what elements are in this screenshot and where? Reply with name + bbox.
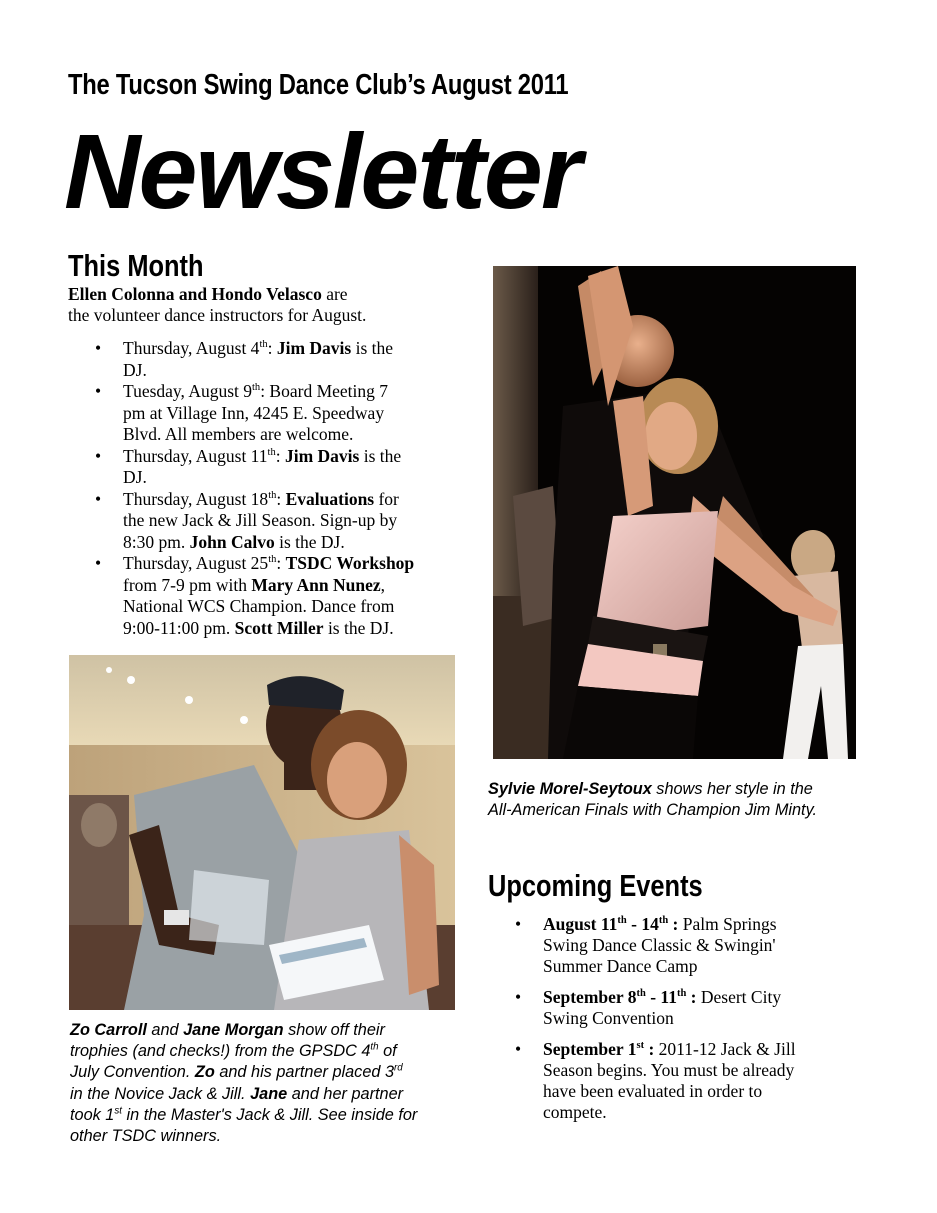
dj-name: Jim Davis — [284, 445, 360, 466]
event-text: Swing Convention — [543, 1008, 674, 1028]
bullet: • — [95, 488, 102, 509]
couple-photo-art — [69, 655, 455, 1010]
caption-name: Sylvie Morel-Seytoux — [488, 780, 652, 798]
event-text: Desert City — [696, 987, 782, 1007]
caption-text: and — [146, 1021, 184, 1039]
caption-name: Zo Carroll — [70, 1021, 147, 1039]
caption-text: took 1 — [70, 1105, 115, 1124]
this-month-heading: This Month — [68, 248, 204, 283]
superscript: th — [370, 1041, 379, 1053]
event-date: September 1st : — [543, 1039, 655, 1059]
caption-text: show off their — [283, 1021, 385, 1039]
intro-text-2: the volunteer dance instructors for August. — [68, 305, 367, 325]
event-item — [515, 1039, 873, 1123]
item-text: : — [276, 553, 286, 573]
bold-text: Mary Ann Nunez — [251, 574, 381, 595]
event-text: Summer Dance Camp — [543, 956, 698, 976]
list-item — [95, 553, 483, 639]
newsletter-title: Newsletter — [64, 113, 581, 231]
item-text: Thursday, August 4 — [123, 338, 260, 358]
event-text: Palm Springs — [678, 914, 777, 934]
event-date: September 8th - 11th : — [543, 987, 697, 1007]
superscript: th — [267, 446, 276, 458]
list-item — [95, 488, 483, 554]
item-text: DJ. — [123, 467, 147, 487]
caption-name: Zo — [194, 1063, 215, 1082]
dj-name: Jim Davis — [276, 338, 352, 358]
dj-name: John Calvo — [189, 531, 275, 552]
item-text: , — [380, 574, 386, 595]
superscript: th — [268, 489, 277, 501]
superscript: th — [252, 382, 261, 394]
caption-text: and her partner — [287, 1084, 404, 1103]
instructor-names: Ellen Colonna and Hondo Velasco — [68, 284, 322, 304]
item-text: 9:00-11:00 pm. — [123, 617, 235, 638]
bullet: • — [95, 445, 102, 466]
caption-text: and his partner placed 3 — [214, 1063, 395, 1082]
list-item — [95, 338, 483, 381]
couple-caption — [70, 1020, 490, 1147]
superscript: st — [114, 1105, 122, 1117]
item-text: National WCS Champion. Dance from — [123, 596, 395, 616]
item-text: : — [276, 488, 286, 509]
bullet: • — [95, 338, 102, 358]
item-text: pm at Village Inn, 4245 E. Speedway — [123, 402, 385, 423]
list-item — [95, 445, 483, 489]
event-item — [515, 914, 873, 977]
event-text: compete. — [543, 1102, 607, 1122]
bold-text: TSDC Workshop — [285, 553, 415, 573]
upcoming-events-heading: Upcoming Events — [488, 868, 703, 903]
event-date: August 11th - 14th : — [543, 914, 679, 934]
bullet: • — [515, 1039, 522, 1059]
item-text: is the — [359, 445, 402, 466]
this-month-intro — [68, 284, 468, 326]
item-text: Tuesday, August 9 — [123, 381, 253, 401]
caption-text: other TSDC winners. — [70, 1127, 222, 1146]
dancers-caption — [488, 779, 908, 821]
item-text: for — [374, 488, 399, 509]
caption-name: Jane Morgan — [183, 1021, 284, 1039]
caption-text: in the Novice Jack & Jill. — [70, 1084, 251, 1103]
bullet: • — [95, 553, 102, 573]
item-text: Blvd. All members are welcome. — [123, 424, 354, 444]
bullet: • — [515, 914, 522, 934]
event-text: 2011-12 Jack & Jill — [654, 1039, 796, 1059]
caption-text: July Convention. — [70, 1063, 195, 1082]
item-text: is the — [351, 338, 394, 358]
intro-text: are — [321, 284, 348, 304]
superscript: rd — [394, 1062, 403, 1074]
superscript: th — [268, 554, 277, 566]
event-text: Swing Dance Classic & Swingin' — [543, 935, 776, 955]
item-text: is the DJ. — [323, 617, 394, 638]
caption-text: All-American Finals with Champion Jim Minty. — [488, 801, 818, 820]
caption-text: shows her style in the — [651, 780, 813, 798]
dancers-photo — [493, 266, 856, 759]
bullet: • — [515, 987, 522, 1007]
item-text: 8:30 pm. — [123, 531, 190, 552]
event-text: have been evaluated in order to — [543, 1081, 763, 1101]
couple-photo — [69, 655, 455, 1010]
caption-text: in the Master's Jack & Jill. See inside for — [121, 1105, 418, 1124]
item-text: : Board Meeting 7 — [260, 381, 389, 401]
superscript: th — [259, 339, 268, 351]
bold-text: Evaluations — [285, 488, 375, 509]
item-text: Thursday, August 25 — [123, 553, 269, 573]
event-item — [515, 987, 873, 1029]
caption-name: Jane — [250, 1084, 288, 1103]
item-text: is the DJ. — [274, 531, 345, 552]
item-text: Thursday, August 11 — [123, 445, 268, 466]
item-text: : — [275, 445, 285, 466]
dj-name: Scott Miller — [234, 617, 324, 638]
upcoming-events-list — [515, 914, 873, 1123]
dancers-photo-art — [493, 266, 856, 759]
event-text: Season begins. You must be already — [543, 1060, 795, 1080]
item-text: the new Jack & Jill Season. Sign-up by — [123, 510, 398, 530]
newsletter-kicker: The Tucson Swing Dance Club’s August 2011 — [68, 69, 569, 101]
caption-text: of — [378, 1042, 397, 1061]
list-item — [95, 381, 483, 446]
item-text: DJ. — [123, 359, 147, 380]
item-text: from 7-9 pm with — [123, 574, 252, 595]
item-text: : — [267, 338, 277, 358]
caption-text: trophies (and checks!) from the GPSDC 4 — [70, 1042, 371, 1061]
bullet: • — [95, 381, 102, 401]
item-text: Thursday, August 18 — [123, 488, 269, 509]
this-month-list — [95, 338, 483, 639]
